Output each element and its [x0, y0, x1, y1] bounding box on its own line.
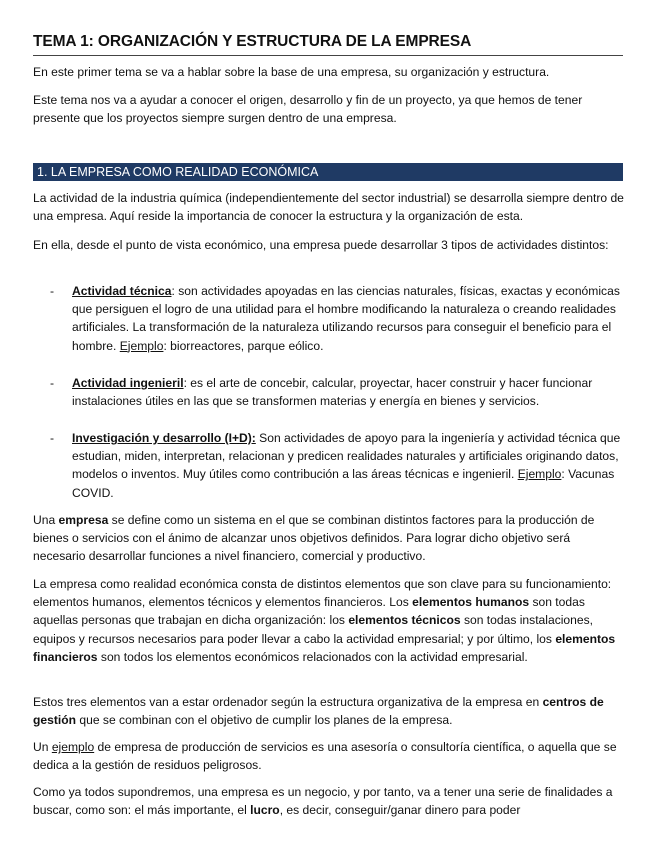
example-label: Ejemplo: [119, 338, 164, 353]
bold-term: empresa: [58, 513, 109, 527]
bold-term: centros de gestión: [33, 695, 604, 728]
paragraph-ejemplo: [33, 738, 625, 774]
text-run: que se combinan con el objetivo de cumplir los planes de la empresa.: [76, 713, 453, 728]
list-item-text: : son actividades apoyadas en las ciencias naturales, físicas, exactas y económicas que persiguen el logro de una utilidad para el hombre modificando la naturaleza o creando realidades artificiales. La transformación de la naturaleza utilizando recursos para conseguir el beneficio para el hombre.: [72, 284, 620, 353]
intro-paragraph-1: En este primer tema se va a hablar sobre la base de una empresa, su organización y estructura.: [33, 65, 550, 79]
section-number: 1.: [37, 165, 48, 179]
intro-paragraph-2: Este tema nos va a ayudar a conocer el origen, desarrollo y fin de un proyecto, ya que hemos de tener presente que los proyectos siempre surgen dentro de una empresa.: [33, 93, 583, 126]
list-bullet: -: [50, 376, 55, 390]
paragraph-empresa: [33, 511, 625, 566]
list-item-text: Son actividades de apoyo para la ingeniería y actividad técnica que estudian, miden, interpretan, relacionan y predicen realidades naturales y artificiales originando datos, modelos o inventos. Muy útiles como contribución a las áreas técnicas e ingenieril.: [72, 431, 621, 482]
list-item-term: Actividad técnica: [72, 284, 172, 298]
example-text: : Vacunas COVID.: [72, 467, 615, 500]
text-run: se define como un sistema en el que se combinan distintos factores para la producción de bienes o servicios con el ánimo de alcanzar unos objetivos definidos. Para lograr dicho objetivo será necesario desarrollar funciones a nivel financiero, comercial y productivo.: [33, 513, 595, 564]
bold-term: elementos financieros: [33, 631, 616, 664]
text-run: Una: [33, 513, 59, 527]
list-item: [50, 429, 625, 502]
text-run: La empresa como realidad económica consta de distintos elementos que son clave para su funcionamiento: elementos humanos, elementos técnicos y elementos financieros. Los: [33, 577, 612, 610]
text-run: Como ya todos supondremos, una empresa es un negocio, y por tanto, va a tener una serie de finalidades a buscar, como son: el más importante, el: [33, 785, 613, 818]
page-title: TEMA 1: ORGANIZACIÓN Y ESTRUCTURA DE LA EMPRESA: [33, 33, 623, 56]
bold-term: elementos técnicos: [348, 613, 461, 628]
example-label: Ejemplo: [517, 467, 562, 482]
paragraph-centros: [33, 693, 625, 729]
example-text: : biorreactores, parque eólico.: [163, 338, 324, 353]
paragraph-1: La actividad de la industria química (independientemente del sector industrial) se desarrolla siempre dentro de una empresa. Aquí reside la importancia de conocer la estructura y la organización de esta.: [33, 191, 624, 224]
section-heading-bar: [33, 163, 623, 181]
text-run: son todos los elementos económicos relacionados con la actividad empresarial.: [97, 649, 528, 664]
text-run: , es decir, conseguir/ganar dinero para poder: [279, 803, 521, 818]
bold-term: lucro: [250, 803, 280, 818]
text-run: son todas instalaciones, equipos y recursos necesarios para poder llevar a cabo la actividad empresarial; y por último, los: [33, 613, 594, 646]
list-item: [50, 282, 625, 355]
paragraph-elementos: [33, 575, 625, 666]
text-run: de empresa de producción de servicios es una asesoría o consultoría científica, o aquella que se dedica a la gestión de residuos peligrosos.: [33, 740, 617, 773]
underlined-term: ejemplo: [51, 740, 95, 754]
list-item-text: : es el arte de concebir, calcular, proyectar, hacer construir y hacer funcionar instalaciones útiles en las que se transformen materias y energía en bienes y servicios.: [72, 376, 593, 409]
text-run: son todas aquellas personas que trabajan en dicha organización: los: [33, 595, 585, 628]
list-bullet: -: [50, 431, 55, 445]
list-item: [50, 374, 625, 410]
paragraph-lucro: [33, 783, 625, 819]
bold-term: elementos humanos: [412, 595, 530, 610]
section-heading: LA EMPRESA COMO REALIDAD ECONÓMICA: [50, 165, 319, 179]
list-item-term: Actividad ingenieril: [72, 376, 184, 390]
text-run: Estos tres elementos van a estar ordenador según la estructura organizativa de la empresa en: [33, 695, 543, 709]
text-run: Un: [33, 740, 52, 754]
list-bullet: -: [50, 284, 55, 298]
paragraph-2: En ella, desde el punto de vista económico, una empresa puede desarrollar 3 tipos de actividades distintos:: [33, 238, 609, 252]
list-item-term: Investigación y desarrollo (I+D):: [72, 431, 256, 445]
